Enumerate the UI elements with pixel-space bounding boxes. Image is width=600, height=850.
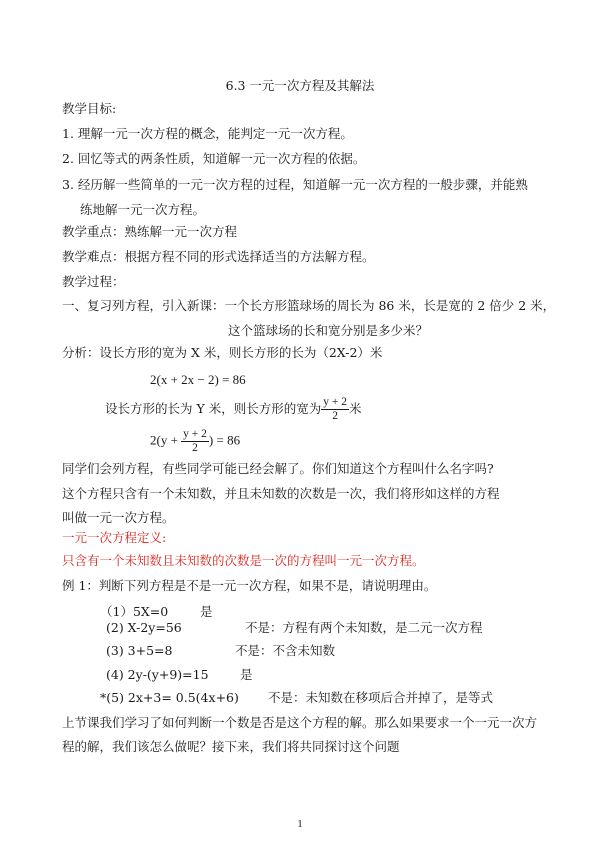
process-heading: 教学过程：: [62, 274, 125, 289]
example-item-1-label: （1）5X=0: [100, 604, 169, 619]
fraction-denominator: 2: [332, 410, 338, 423]
key-point: 教学重点：熟练解一元一次方程: [62, 224, 238, 239]
objective-item-1: 1. 理解一元一次方程的概念，能判定一元一次方程。: [62, 126, 353, 141]
equation-2-fraction: [181, 428, 209, 455]
closing-line-1: 上节课我们学习了如何判断一个数是否是这个方程的解。那么如果要求一个一元一次方: [62, 715, 538, 730]
example-item-4-label: (4) 2y-(y+9)=15: [106, 667, 209, 682]
analysis-line-1: 分析：设长方形的宽为 X 米，则长方形的长为（2X-2）米: [62, 345, 383, 360]
discussion-line-2: 这个方程只含有一个未知数，并且未知数的次数是一次，我们将形如这样的方程: [62, 486, 500, 501]
objective-item-3-line-1: 3. 经历解一些简单的一元一次方程的过程，知道解一元一次方程的一般步骤，并能熟: [62, 177, 528, 192]
equation-1: 2(x + 2x − 2) = 86: [150, 372, 246, 387]
width-fraction: [321, 396, 349, 423]
example-item-4-note: 是: [240, 667, 253, 682]
review-line-2: 这个篮球场的长和宽分别是多少米？: [228, 323, 429, 338]
discussion-line-1: 同学们会列方程，有些同学可能已经会解了。你们知道这个方程叫什么名字吗?: [62, 461, 494, 476]
difficulty: 教学难点：根据方程不同的形式选择适当的方法解方程。: [62, 249, 375, 264]
equation-2-prefix: 2(y +: [150, 432, 178, 448]
page-title: 6.3 一元一次方程及其解法: [225, 78, 375, 93]
page-number: 1: [297, 818, 303, 830]
example-item-2-label: (2) X-2y=56: [106, 620, 182, 635]
fraction-numerator: y + 2: [321, 396, 349, 410]
example-item-1-note: 是: [200, 604, 213, 619]
example-item-5-label: *(5) 2x+3= 0.5(4x+6): [100, 690, 239, 705]
review-line-1: 一、复习列方程，引入新课：一个长方形篮球场的周长为 86 米，长是宽的 2 倍少 2 米，: [62, 298, 556, 313]
example-item-5-note: 不是：未知数在移项后合并掉了，是等式: [268, 690, 494, 705]
definition-text: 只含有一个未知数且未知数的次数是一次的方程叫一元一次方程。: [62, 553, 425, 568]
objective-item-2: 2. 回忆等式的两条性质，知道解一元一次方程的依据。: [62, 151, 366, 166]
equation-2-suffix: ) = 86: [208, 432, 241, 448]
equation-2: [150, 428, 240, 455]
analysis-unit: 米: [348, 401, 362, 417]
example-item-2-note: 不是：方程有两个未知数，是二元一次方程: [245, 620, 483, 635]
equation-2-numerator: y + 2: [181, 428, 209, 442]
example-item-3-note: 不是：不含未知数: [235, 643, 336, 658]
discussion-line-3: 叫做一元一次方程。: [62, 510, 175, 525]
analysis-line-2-text: 设长方形的长为 Y 米，则长方形的宽为: [105, 401, 322, 417]
closing-line-2: 程的解，我们该怎么做呢？接下来，我们将共同探讨这个问题: [62, 739, 400, 754]
example-item-3-label: (3) 3+5=8: [106, 643, 173, 658]
objective-item-3-line-2: 练地解一元一次方程。: [80, 202, 206, 217]
objectives-heading: 教学目标:: [62, 101, 117, 116]
analysis-line-2: [105, 396, 361, 423]
example-heading: 例 1：判断下列方程是不是一元一次方程，如果不是，请说明理由。: [62, 578, 437, 593]
equation-2-denominator: 2: [192, 442, 198, 455]
definition-heading: 一元一次方程定义:: [62, 530, 167, 545]
